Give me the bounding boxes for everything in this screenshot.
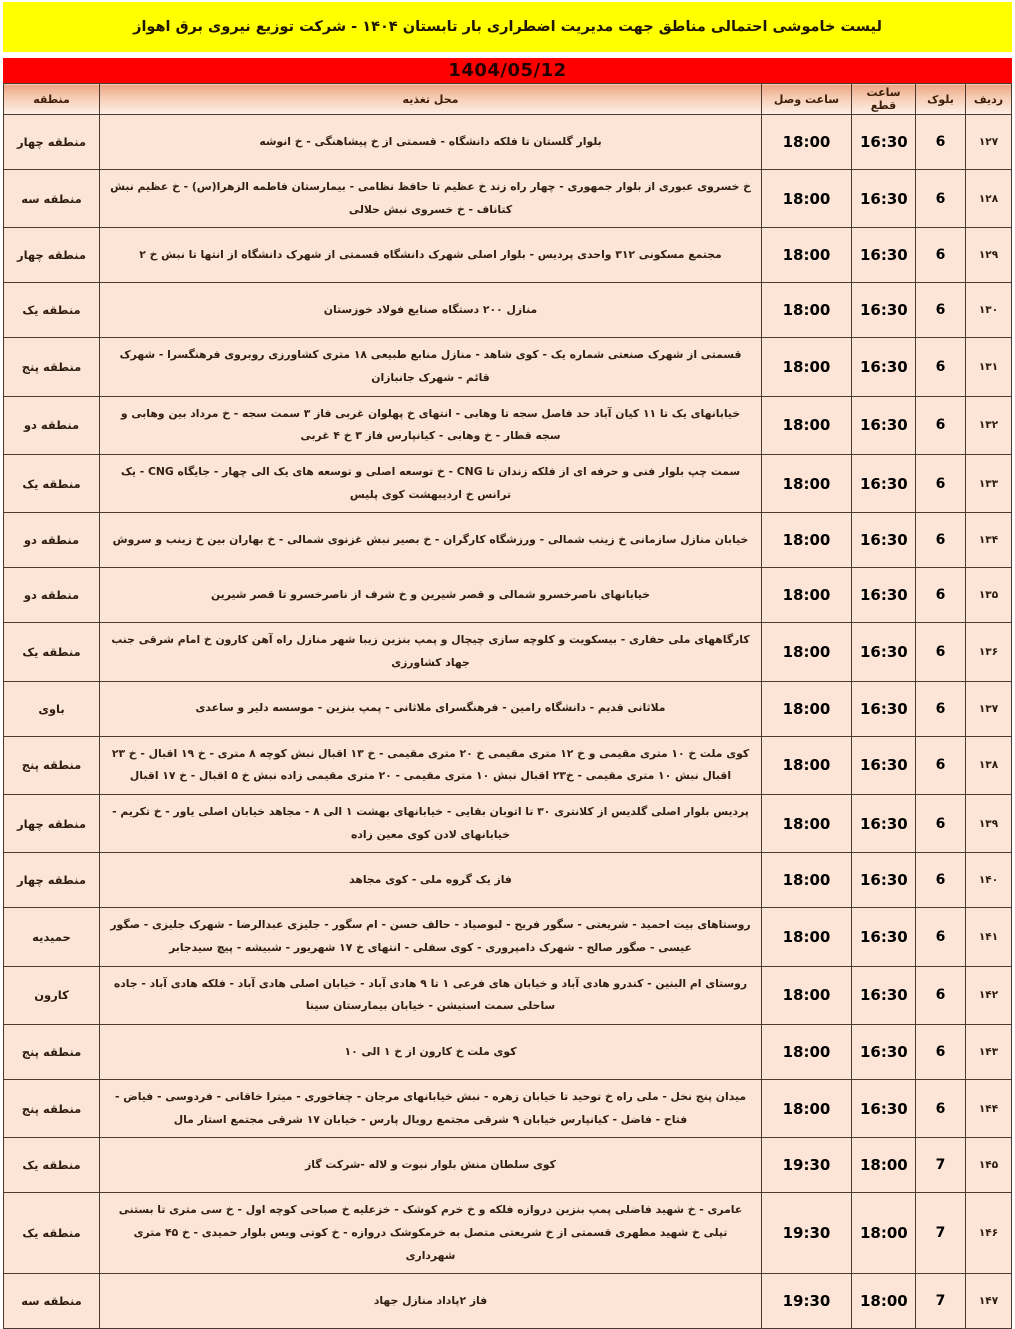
cut-time-cell: 18:00 xyxy=(852,1138,916,1193)
outage-table xyxy=(3,83,1012,1329)
header-location: محل تغذیه xyxy=(100,84,762,115)
row-number-cell: ۱۴۷ xyxy=(966,1274,1012,1329)
block-cell: 7 xyxy=(916,1193,966,1274)
table-row xyxy=(4,1025,1012,1080)
table-row xyxy=(4,1080,1012,1138)
row-number-cell: ۱۲۷ xyxy=(966,115,1012,170)
title-banner xyxy=(3,2,1012,52)
block-cell: 6 xyxy=(916,853,966,908)
row-number-cell: ۱۳۷ xyxy=(966,681,1012,736)
header-block: بلوک xyxy=(916,84,966,115)
region-cell: منطقه یک xyxy=(4,1193,100,1274)
block-cell: 6 xyxy=(916,170,966,228)
region-cell: منطقه یک xyxy=(4,283,100,338)
location-cell: کوی سلطان منش بلوار نبوت و لاله -شرکت گاز xyxy=(100,1138,762,1193)
connect-time-cell: 18:00 xyxy=(762,966,852,1024)
cut-time-cell: 16:30 xyxy=(852,338,916,396)
region-cell: حمیدیه xyxy=(4,908,100,966)
location-cell: کارگاههای ملی حفاری - بیسکویت و کلوچه سازی چیچال و پمپ بنزین زیبا شهر منازل راه آهن کارون خ امام شرقی جنب جهاد کشاورزی xyxy=(100,623,762,681)
region-cell: منطقه یک xyxy=(4,623,100,681)
row-number-cell: ۱۳۴ xyxy=(966,513,1012,568)
connect-time-cell: 18:00 xyxy=(762,170,852,228)
table-row xyxy=(4,1193,1012,1274)
row-number-cell: ۱۴۴ xyxy=(966,1080,1012,1138)
block-cell: 6 xyxy=(916,455,966,513)
connect-time-cell: 18:00 xyxy=(762,795,852,853)
region-cell: منطقه دو xyxy=(4,396,100,454)
row-number-cell: ۱۲۹ xyxy=(966,228,1012,283)
location-cell: خیابان منازل سازمانی خ زینب شمالی - ورزشگاه کارگران - خ بصیر نبش غزنوی شمالی - خ بهاران بین خ زینب و سروش xyxy=(100,513,762,568)
connect-time-cell: 18:00 xyxy=(762,908,852,966)
block-cell: 6 xyxy=(916,795,966,853)
region-cell: منطقه چهار xyxy=(4,853,100,908)
cut-time-cell: 16:30 xyxy=(852,396,916,454)
location-cell: قسمتی از شهرک صنعتی شماره یک - کوی شاهد - منازل منابع طبیعی ۱۸ متری کشاورزی روبروی فرهنگسرا - شهرک قائم - شهرک جانبازان xyxy=(100,338,762,396)
block-cell: 6 xyxy=(916,681,966,736)
region-cell: منطقه دو xyxy=(4,568,100,623)
connect-time-cell: 18:00 xyxy=(762,853,852,908)
connect-time-cell: 19:30 xyxy=(762,1193,852,1274)
region-cell: منطقه سه xyxy=(4,170,100,228)
schedule-date: 1404/05/12 xyxy=(448,60,567,81)
cut-time-cell: 16:30 xyxy=(852,1080,916,1138)
table-row xyxy=(4,681,1012,736)
cut-time-cell: 16:30 xyxy=(852,795,916,853)
location-cell: عامری - خ شهید فاضلی پمپ بنزین دروازه فلکه و خ خرم کوشک - خزعلیه خ صباحی کوچه اول - خ سی متری تا بستنی تپلی خ شهید مطهری قسمتی از خ شریعتی متصل به خرمکوشک دروازه - خ کوتی ویس بلوار حمیدی - خ ۴۵ متری شهرداری xyxy=(100,1193,762,1274)
block-cell: 6 xyxy=(916,568,966,623)
cut-time-cell: 16:30 xyxy=(852,736,916,794)
region-cell: کارون xyxy=(4,966,100,1024)
region-cell: منطقه پنج xyxy=(4,338,100,396)
cut-time-cell: 16:30 xyxy=(852,623,916,681)
region-cell: منطقه یک xyxy=(4,455,100,513)
table-row xyxy=(4,396,1012,454)
location-cell: میدان پنج نخل - ملی راه خ توحید تا خیابان زهره - نبش خیابانهای مرجان - چغاخوری - میترا خاقانی - فردوسی - فیاض - فتاح - فاضل - کیانپارس خیابان ۹ شرقی مجتمع رویال پارس - خیابان ۱۷ شرقی مجتمع استار مال xyxy=(100,1080,762,1138)
table-row xyxy=(4,853,1012,908)
region-cell: باوی xyxy=(4,681,100,736)
cut-time-cell: 16:30 xyxy=(852,283,916,338)
region-cell: منطقه پنج xyxy=(4,1025,100,1080)
row-number-cell: ۱۳۶ xyxy=(966,623,1012,681)
header-row xyxy=(4,84,1012,115)
table-row xyxy=(4,795,1012,853)
location-cell: منازل ۲۰۰ دستگاه صنایع فولاد خوزستان xyxy=(100,283,762,338)
location-cell: خیابانهای یک تا ۱۱ کیان آباد حد فاصل سجه تا وهابی - انتهای خ پهلوان غربی فاز ۳ سمت سجه - خ مرداد بین وهابی و سجه قطار - خ وهابی - کیانپارس فاز ۳ خ ۴ غربی xyxy=(100,396,762,454)
connect-time-cell: 18:00 xyxy=(762,681,852,736)
location-cell: مجتمع مسکونی ۳۱۲ واحدی پردیس - بلوار اصلی شهرک دانشگاه قسمتی از شهرک دانشگاه از انتها تا نبش خ ۲ xyxy=(100,228,762,283)
table-row xyxy=(4,513,1012,568)
block-cell: 6 xyxy=(916,115,966,170)
location-cell: سمت چپ بلوار فنی و حرفه ای از فلکه زندان تا CNG - خ توسعه اصلی و توسعه های یک الی چهار - جایگاه CNG - یک ترانس خ اردیبهشت کوی پلیس xyxy=(100,455,762,513)
location-cell: خیابانهای ناصرخسرو شمالی و قصر شیرین و خ شرف از ناصرخسرو تا قصر شیرین xyxy=(100,568,762,623)
table-row xyxy=(4,1274,1012,1329)
location-cell: کوی ملت خ ۱۰ متری مقیمی و خ ۱۲ متری مقیمی خ ۲۰ متری مقیمی - خ ۱۳ اقبال نبش کوچه ۸ متری - خ ۱۹ اقبال - خ ۲۳ اقبال نبش ۱۰ متری مقیمی - خ۲۳ اقبال نبش ۱۰ متری مقیمی - ۲۰ متری مقیمی زاده نبش خ ۵ اقبال - خ ۱۷ اقبال xyxy=(100,736,762,794)
connect-time-cell: 18:00 xyxy=(762,1025,852,1080)
cut-time-cell: 16:30 xyxy=(852,513,916,568)
block-cell: 6 xyxy=(916,228,966,283)
row-number-cell: ۱۴۳ xyxy=(966,1025,1012,1080)
cut-time-cell: 16:30 xyxy=(852,1025,916,1080)
block-cell: 6 xyxy=(916,908,966,966)
table-row xyxy=(4,623,1012,681)
table-row xyxy=(4,115,1012,170)
region-cell: منطقه دو xyxy=(4,513,100,568)
row-number-cell: ۱۳۲ xyxy=(966,396,1012,454)
connect-time-cell: 18:00 xyxy=(762,623,852,681)
connect-time-cell: 18:00 xyxy=(762,115,852,170)
row-number-cell: ۱۲۸ xyxy=(966,170,1012,228)
region-cell: منطقه پنج xyxy=(4,736,100,794)
block-cell: 7 xyxy=(916,1274,966,1329)
table-row xyxy=(4,170,1012,228)
block-cell: 6 xyxy=(916,513,966,568)
cut-time-cell: 16:30 xyxy=(852,908,916,966)
cut-time-cell: 16:30 xyxy=(852,681,916,736)
block-cell: 6 xyxy=(916,736,966,794)
row-number-cell: ۱۴۱ xyxy=(966,908,1012,966)
table-row xyxy=(4,966,1012,1024)
row-number-cell: ۱۳۸ xyxy=(966,736,1012,794)
cut-time-cell: 16:30 xyxy=(852,568,916,623)
connect-time-cell: 18:00 xyxy=(762,513,852,568)
header-row-number: ردیف xyxy=(966,84,1012,115)
connect-time-cell: 18:00 xyxy=(762,1080,852,1138)
cut-time-cell: 18:00 xyxy=(852,1193,916,1274)
cut-time-cell: 16:30 xyxy=(852,228,916,283)
block-cell: 7 xyxy=(916,1138,966,1193)
table-row xyxy=(4,228,1012,283)
location-cell: روستای ام البنین - کندرو هادی آباد و خیابان های فرعی ۱ تا ۹ هادی آباد - خیابان اصلی هادی آباد - فلکه هادی آباد - جاده ساحلی سمت استیشن - خیابان بیمارستان سینا xyxy=(100,966,762,1024)
table-body xyxy=(4,115,1012,1329)
block-cell: 6 xyxy=(916,396,966,454)
table-row xyxy=(4,736,1012,794)
table-row xyxy=(4,283,1012,338)
block-cell: 6 xyxy=(916,283,966,338)
header-region: منطقه xyxy=(4,84,100,115)
row-number-cell: ۱۴۵ xyxy=(966,1138,1012,1193)
region-cell: منطقه پنج xyxy=(4,1080,100,1138)
block-cell: 6 xyxy=(916,1080,966,1138)
row-number-cell: ۱۳۱ xyxy=(966,338,1012,396)
cut-time-cell: 18:00 xyxy=(852,1274,916,1329)
table-row xyxy=(4,1138,1012,1193)
table-row xyxy=(4,455,1012,513)
connect-time-cell: 19:30 xyxy=(762,1138,852,1193)
cut-time-cell: 16:30 xyxy=(852,115,916,170)
region-cell: منطقه چهار xyxy=(4,795,100,853)
region-cell: منطقه سه xyxy=(4,1274,100,1329)
connect-time-cell: 18:00 xyxy=(762,228,852,283)
row-number-cell: ۱۴۰ xyxy=(966,853,1012,908)
connect-time-cell: 18:00 xyxy=(762,455,852,513)
location-cell: کوی ملت خ کارون از خ ۱ الی ۱۰ xyxy=(100,1025,762,1080)
cut-time-cell: 16:30 xyxy=(852,853,916,908)
location-cell: فاز یک گروه ملی - کوی مجاهد xyxy=(100,853,762,908)
cut-time-cell: 16:30 xyxy=(852,170,916,228)
row-number-cell: ۱۳۰ xyxy=(966,283,1012,338)
page-title: لیست خاموشی احتمالی مناطق جهت مدیریت اضطراری بار تابستان ۱۴۰۴ - شرکت توزیع نیروی برق اهواز xyxy=(133,19,882,35)
region-cell: منطقه چهار xyxy=(4,228,100,283)
region-cell: منطقه یک xyxy=(4,1138,100,1193)
row-number-cell: ۱۴۶ xyxy=(966,1193,1012,1274)
block-cell: 6 xyxy=(916,623,966,681)
region-cell: منطقه چهار xyxy=(4,115,100,170)
connect-time-cell: 18:00 xyxy=(762,568,852,623)
header-connect-time: ساعت وصل xyxy=(762,84,852,115)
connect-time-cell: 18:00 xyxy=(762,338,852,396)
block-cell: 6 xyxy=(916,338,966,396)
header-cut-time: ساعت قطع xyxy=(852,84,916,115)
location-cell: پردیس بلوار اصلی گلدیس از کلانتری ۳۰ تا اتوبان بقایی - خیابانهای بهشت ۱ الی ۸ - مجاهد خیابان اصلی یاور - خ تکریم - خیابانهای لادن کوی معین زاده xyxy=(100,795,762,853)
block-cell: 6 xyxy=(916,966,966,1024)
location-cell: روستاهای بیت احمید - شریعتی - سگور فریح - لبوصیاد - حالف حسن - ام سگور - جلیزی عبدالرضا - شهرک جلیزی - صگور عیسی - صگور صالح - شهرک دامپروری - کوی سفلی - انتهای خ ۱۷ شهریور - شبیشه - پیچ سیدجابر xyxy=(100,908,762,966)
location-cell: ملاثانی قدیم - دانشگاه رامین - فرهنگسرای ملاثانی - پمپ بنزین - موسسه دلیر و ساعدی xyxy=(100,681,762,736)
cut-time-cell: 16:30 xyxy=(852,966,916,1024)
table-row xyxy=(4,338,1012,396)
location-cell: بلوار گلستان تا فلکه دانشگاه - قسمتی از خ پیشاهنگی - خ انوشه xyxy=(100,115,762,170)
location-cell: خ خسروی عبوری از بلوار جمهوری - چهار راه زند خ عظیم تا حافظ نظامی - بیمارستان فاطمه الزهرا(س) - خ عظیم نبش کتاناف - خ خسروی نبش حلالی xyxy=(100,170,762,228)
table-row xyxy=(4,908,1012,966)
row-number-cell: ۱۴۲ xyxy=(966,966,1012,1024)
table-header xyxy=(4,84,1012,115)
block-cell: 6 xyxy=(916,1025,966,1080)
row-number-cell: ۱۳۹ xyxy=(966,795,1012,853)
connect-time-cell: 18:00 xyxy=(762,396,852,454)
table-row xyxy=(4,568,1012,623)
row-number-cell: ۱۳۵ xyxy=(966,568,1012,623)
connect-time-cell: 18:00 xyxy=(762,283,852,338)
date-bar xyxy=(3,58,1012,83)
connect-time-cell: 18:00 xyxy=(762,736,852,794)
cut-time-cell: 16:30 xyxy=(852,455,916,513)
location-cell: فاز ۲پاداد منازل جهاد xyxy=(100,1274,762,1329)
connect-time-cell: 19:30 xyxy=(762,1274,852,1329)
row-number-cell: ۱۳۳ xyxy=(966,455,1012,513)
